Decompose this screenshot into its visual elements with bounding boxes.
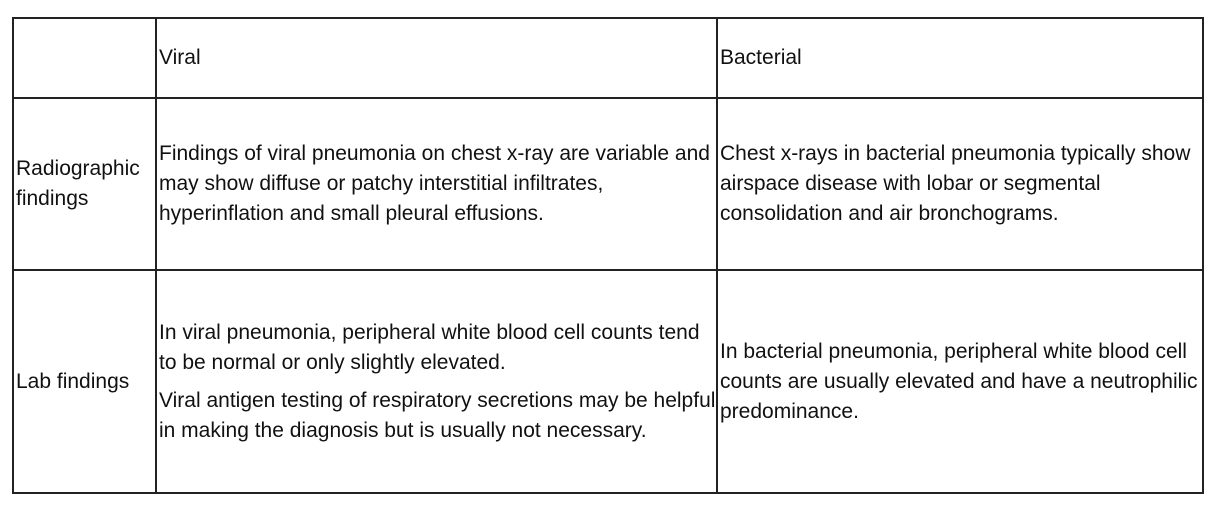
- cell-lab-bacterial: [717, 270, 1203, 493]
- table-row-radiographic: [13, 98, 1203, 270]
- cell-lab-viral: [156, 270, 717, 493]
- row-label-lab: Lab findings: [13, 270, 156, 493]
- table-row-lab: [13, 270, 1203, 493]
- comparison-table: [12, 17, 1204, 494]
- paragraph: In viral pneumonia, peripheral white blood cell counts tend to be normal or only slightly elevated.: [159, 320, 700, 374]
- paragraph: Viral antigen testing of respiratory secretions may be helpful in making the diagnosis but is usually not necessary.: [159, 388, 716, 442]
- row-label-radiographic: Radiographic findings: [13, 98, 156, 270]
- header-cell-bacterial: Bacterial: [717, 18, 1203, 98]
- header-cell-empty: [13, 18, 156, 98]
- paragraph: Chest x-rays in bacterial pneumonia typically show airspace disease with lobar or segmental consolidation and air bronchograms.: [720, 142, 1191, 225]
- paragraph: Findings of viral pneumonia on chest x-ray are variable and may show diffuse or patchy interstitial infiltrates, hyperinflation and small pleural effusions.: [159, 142, 710, 225]
- header-row: [13, 18, 1203, 98]
- cell-radiographic-viral: [156, 98, 717, 270]
- paragraph: In bacterial pneumonia, peripheral white blood cell counts are usually elevated and have a neutrophilic predominance.: [720, 339, 1198, 423]
- cell-radiographic-bacterial: [717, 98, 1203, 270]
- header-cell-viral: Viral: [156, 18, 717, 98]
